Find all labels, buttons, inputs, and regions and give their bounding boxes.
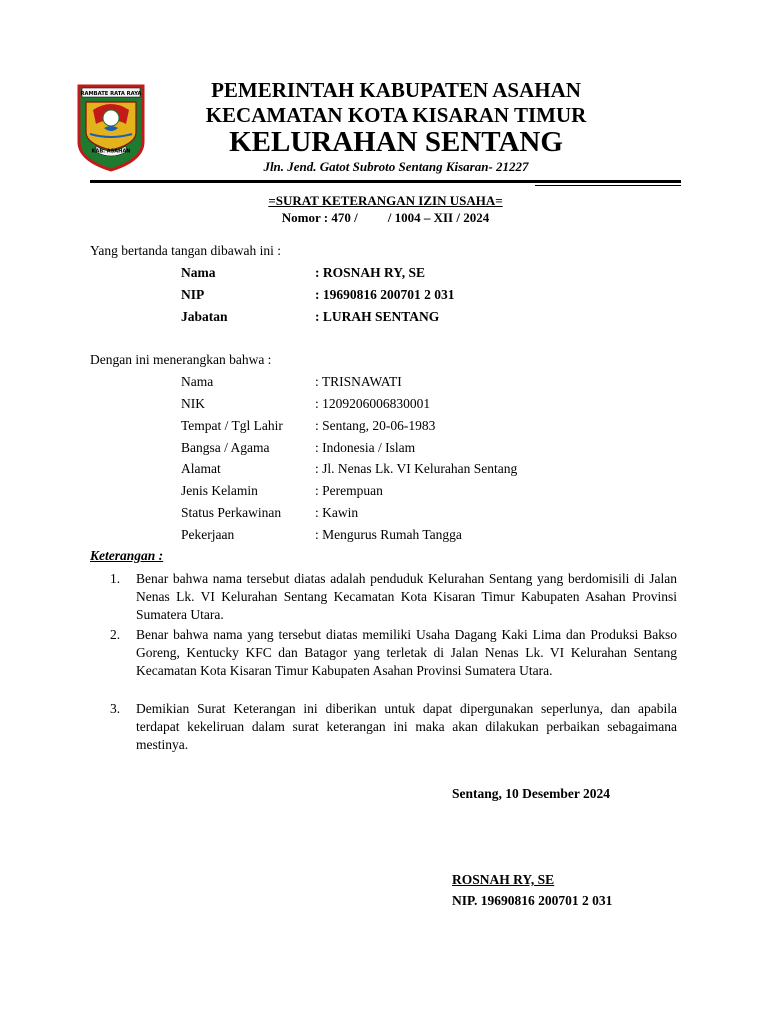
signer-nip-value: : 19690816 200701 2 031 [315, 287, 455, 302]
letterhead-district: KECAMATAN KOTA KISARAN TIMUR [205, 103, 587, 127]
letterhead-government: PEMERINTAH KABUPATEN ASAHAN [211, 78, 581, 102]
subject-value: : TRISNAWATI [315, 374, 402, 389]
letter-number [90, 210, 681, 226]
signature-name: ROSNAH RY, SE [452, 872, 555, 887]
signature-place-date: Sentang, 10 Desember 2024 [452, 786, 610, 801]
subject-label: Status Perkawinan [181, 505, 282, 520]
signer-name-label: Nama [181, 265, 216, 280]
note-number: 1. [110, 571, 121, 586]
subject-label: Tempat / Tgl Lahir [181, 418, 283, 433]
signer-position-label: Jabatan [181, 309, 228, 324]
notes-heading: Keterangan : [90, 548, 164, 563]
letter-number-prefix: Nomor : 470 / [281, 210, 358, 225]
kabupaten-asahan-logo [76, 84, 146, 172]
signer-position-value: : LURAH SENTANG [315, 309, 440, 324]
statement-text: Dengan ini menerangkan bahwa : [90, 352, 272, 367]
subject-value: : 1209206006830001 [315, 396, 431, 411]
subject-label: Pekerjaan [181, 527, 235, 542]
letter-title: =SURAT KETERANGAN IZIN USAHA= [268, 193, 503, 208]
subject-value: : Indonesia / Islam [315, 440, 416, 455]
note-text: Demikian Surat Keterangan ini diberikan untuk dapat dipergunakan seperlunya, dan apabila terdapat kekeliruan dalam surat keterangan ini maka akan dilakukan perbaikan sebagaimana mestinya. [136, 701, 677, 752]
letterhead-address: Jln. Jend. Gatot Subroto Sentang Kisaran- 21227 [263, 159, 529, 174]
note-number: 3. [110, 701, 121, 716]
letter-number-suffix: / 1004 – XII / 2024 [387, 210, 490, 225]
subject-value: : Perempuan [315, 483, 383, 498]
subject-label: Jenis Kelamin [181, 483, 258, 498]
note-number: 2. [110, 627, 121, 642]
intro-text: Yang bertanda tangan dibawah ini : [90, 243, 281, 258]
letterhead-thin-rule [535, 185, 681, 186]
signature-nip: NIP. 19690816 200701 2 031 [452, 893, 613, 908]
subject-value: : Kawin [315, 505, 359, 520]
signer-nip-label: NIP [181, 287, 205, 302]
signer-name-value: : ROSNAH RY, SE [315, 265, 426, 280]
subject-value: : Jl. Nenas Lk. VI Kelurahan Sentang [315, 461, 518, 476]
svg-text:KAB. ASAHAN: KAB. ASAHAN [91, 148, 131, 155]
subject-label: Nama [181, 374, 214, 389]
subject-label: NIK [181, 396, 205, 411]
note-text: Benar bahwa nama yang tersebut diatas memiliki Usaha Dagang Kaki Lima dan Produksi Bakso Goreng, Kentucky KFC dan Batagor yang terletak di Jalan Nenas Lk. VI Kelurahan Sentang Kecamatan Kota Kisaran Timur Kabupaten Asahan Provinsi Sumatera Utara. [136, 627, 677, 678]
subject-label: Alamat [181, 461, 221, 476]
subject-value: : Sentang, 20-06-1983 [315, 418, 436, 433]
subject-value: : Mengurus Rumah Tangga [315, 527, 462, 542]
svg-text:RAMBATE RATA RAYA: RAMBATE RATA RAYA [80, 91, 142, 97]
letterhead-village: KELURAHAN SENTANG [229, 126, 563, 158]
letterhead-thick-rule [90, 180, 681, 183]
note-text: Benar bahwa nama tersebut diatas adalah penduduk Kelurahan Sentang yang berdomisili di Jalan Nenas Lk. VI Kelurahan Sentang Kecamatan Kota Kisaran Timur Kabupaten Asahan Provinsi Sumatera Utara. [136, 571, 677, 622]
subject-label: Bangsa / Agama [181, 440, 270, 455]
